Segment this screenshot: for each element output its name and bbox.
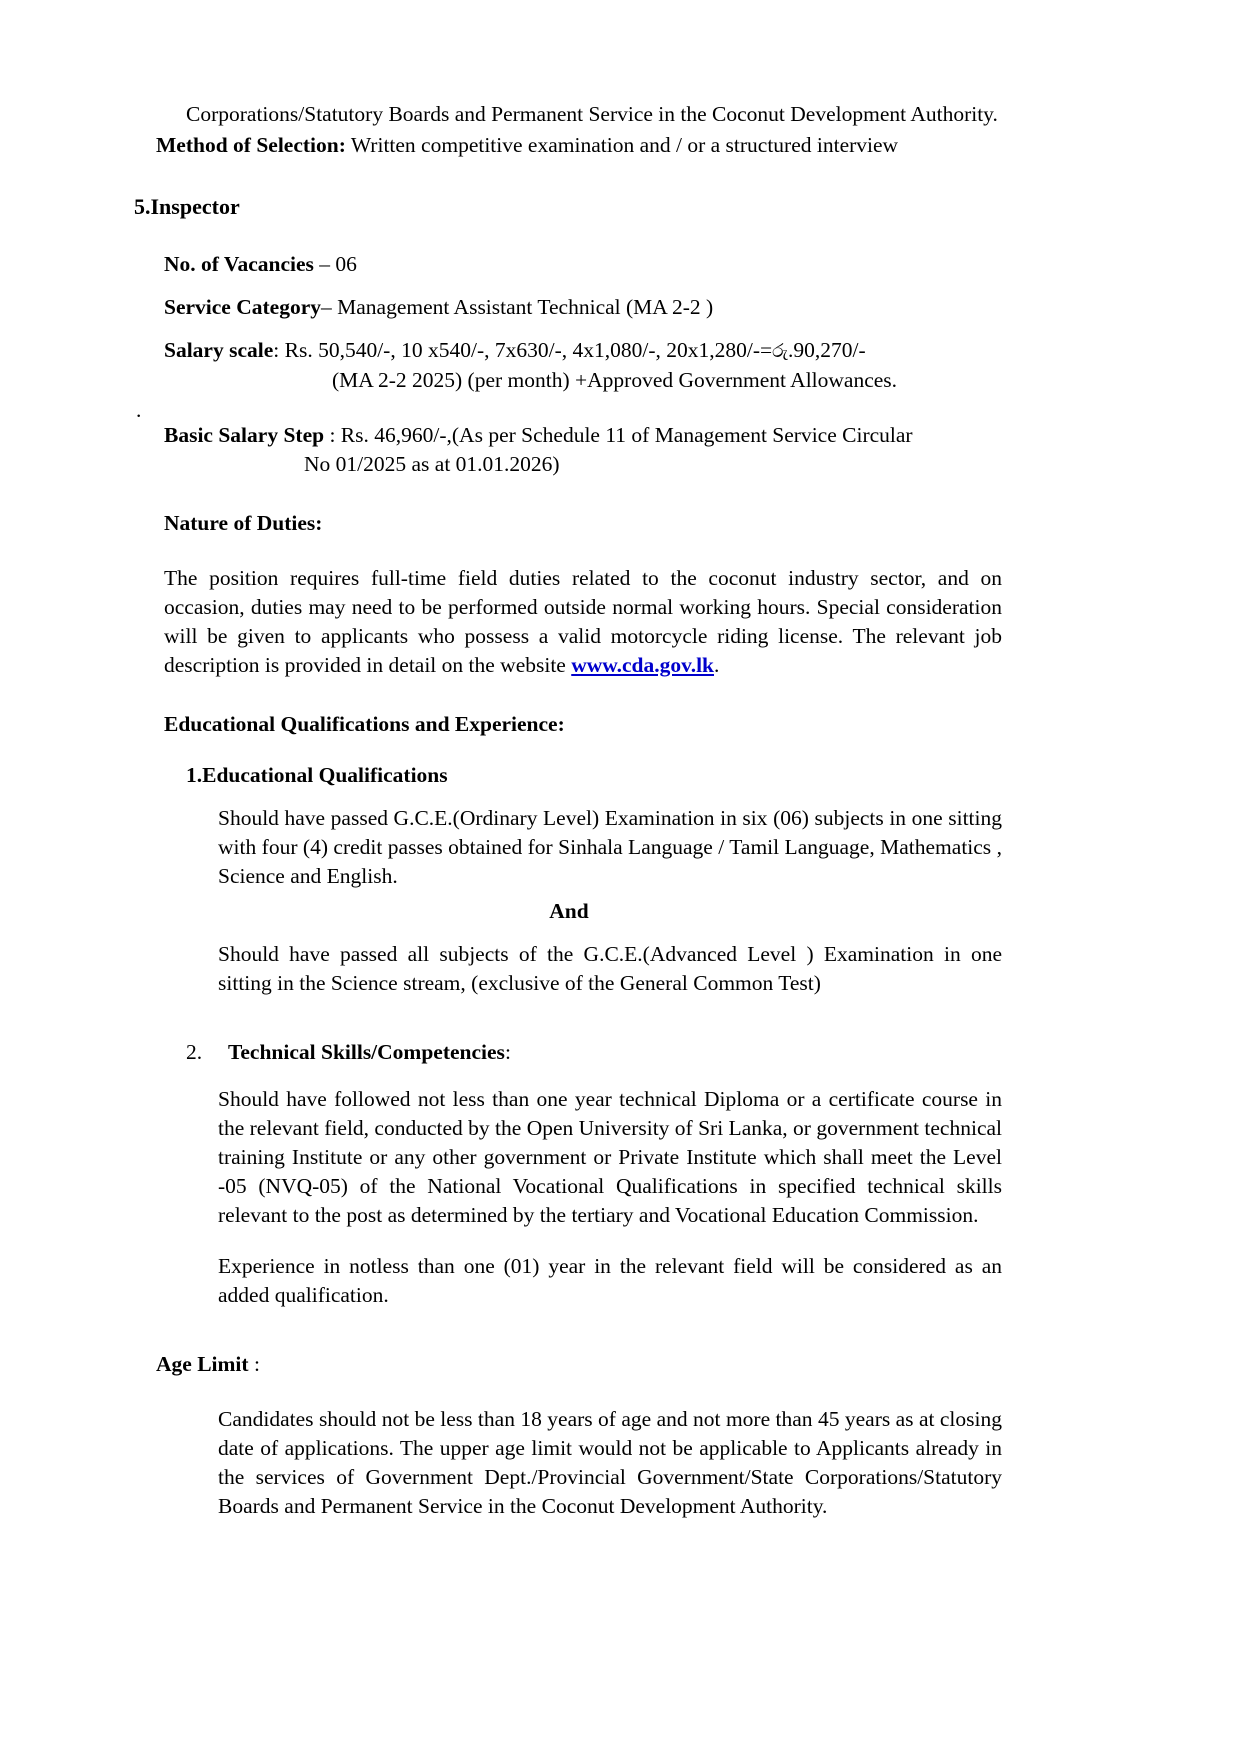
educational-qualifications-subheading: 1.Educational Qualifications (186, 763, 448, 787)
basic-salary-step-line (164, 421, 1002, 450)
rupee-sinhala-glyph: රු (772, 340, 789, 362)
vacancies-label: No. of Vacancies (164, 252, 314, 276)
technical-skills-heading-row (186, 1038, 1002, 1067)
connector-and: And (549, 899, 589, 923)
technical-skills-heading: Technical Skills/Competencies (228, 1040, 505, 1064)
salary-scale-continuation: (MA 2-2 2025) (per month) +Approved Government Allowances. (332, 368, 898, 392)
service-category-line (164, 293, 1002, 322)
top-continuation-paragraph (186, 100, 1002, 129)
educational-qualifications-paragraph-2: Should have passed all subjects of the G.C.E.(Advanced Level ) Examination in one sitting in the Science stream, (exclusive of the General Common Test) (218, 942, 1002, 995)
basic-salary-step-value: : Rs. 46,960/-,(As per Schedule 11 of Management Service Circular (324, 423, 913, 447)
document-body (136, 100, 1002, 1521)
top-continuation-line1: Corporations/Statutory Boards and Permanent Service in the Coconut Development (186, 102, 907, 126)
salary-scale-value-tail: .90,270/- (788, 338, 866, 362)
nature-of-duties-paragraph (164, 564, 1002, 680)
technical-skills-heading-suffix: : (504, 1040, 511, 1064)
vacancies-value: – 06 (313, 252, 357, 276)
age-limit-heading: Age Limit (156, 1352, 249, 1376)
vacancies-line (164, 250, 1002, 279)
qualifications-heading: Educational Qualifications and Experience: (164, 712, 565, 736)
method-of-selection-label: Method of Selection: (156, 133, 346, 157)
educational-qualifications-paragraph-1: Should have passed G.C.E.(Ordinary Level) Examination in six (06) subjects in one sitting with four (4) credit passes obtained for Sinhala Language / Tamil Language, Mathematics , Science and English. (218, 806, 1002, 888)
method-of-selection-value: Written competitive examination and / or a structured interview (345, 133, 899, 157)
nature-of-duties-heading: Nature of Duties: (164, 511, 323, 535)
method-of-selection-line (156, 131, 1002, 160)
service-category-label: Service Category (164, 295, 321, 319)
salary-scale-value: : Rs. 50,540/-, 10 x540/-, 7x630/-, 4x1,080/-, 20x1,280/-= (273, 338, 773, 362)
technical-skills-paragraph-1: Should have followed not less than one year technical Diploma or a certificate course in the relevant field, conducted by the Open University of Sri Lanka, or government technical training Institute or any other government or Private Institute which shall meet the Level -05 (NVQ-05) of the National Vocational Qualifications in specified technical skills relevant to the post as determined by the tertiary and Vocational Education Commission. (218, 1087, 1002, 1227)
salary-scale-line (164, 336, 1002, 366)
technical-skills-number: 2. (186, 1040, 203, 1064)
cda-website-link[interactable]: www.cda.gov.lk (571, 653, 714, 677)
stray-mark: . (136, 398, 142, 422)
section-heading-inspector: 5.Inspector (134, 194, 240, 219)
nature-of-duties-text-after-link: . (714, 653, 720, 677)
basic-salary-step-continuation: No 01/2025 as at 01.01.2026) (304, 452, 560, 476)
age-limit-paragraph: Candidates should not be less than 18 years of age and not more than 45 years as at closing date of applications. The upper age limit would not be applicable to Applicants already in the services of Government Dept./Provincial Government/State Corporations/Statutory Boards and Permanent Service in the Coconut Development Authority. (218, 1407, 1002, 1518)
age-limit-heading-suffix: : (248, 1352, 260, 1376)
age-limit-heading-row (156, 1350, 1002, 1379)
service-category-value: – Management Assistant Technical (MA 2-2 ) (321, 295, 714, 319)
basic-salary-step-label: Basic Salary Step (164, 423, 325, 447)
nature-of-duties-text-before-link: The position requires full-time field duties related to the coconut industry sector, and on occasion, duties may need to be performed outside normal working hours. Special consideration will be given to applicants who possess a valid motorcycle riding license. The relevant job description is provided in detail on the website (164, 566, 1002, 677)
top-continuation-line2: Authority. (910, 102, 998, 126)
salary-scale-label: Salary scale (164, 338, 274, 362)
technical-skills-paragraph-2: Experience in notless than one (01) year in the relevant field will be considered as an added qualification. (218, 1254, 1002, 1307)
